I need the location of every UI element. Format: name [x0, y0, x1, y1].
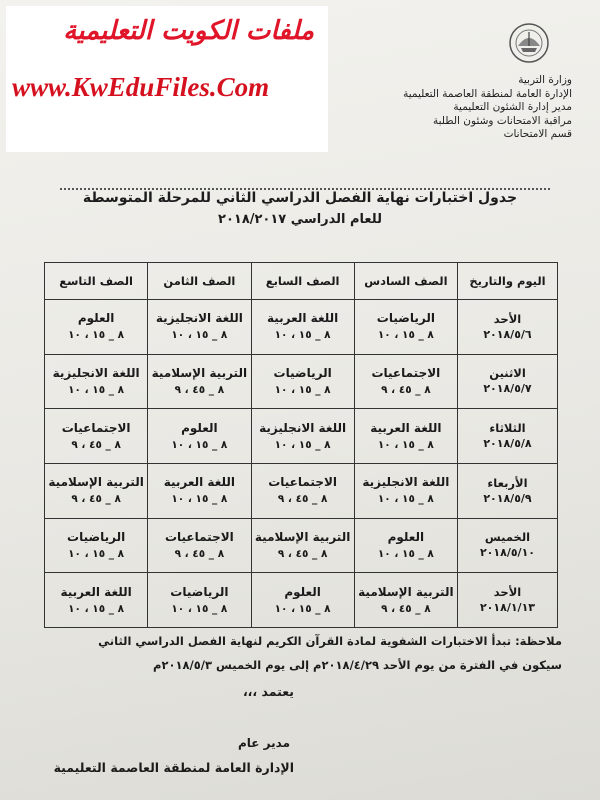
- exam-cell: [148, 573, 251, 628]
- note-line-2: سيكون في الفترة من يوم الأحد ٢٠١٨/٤/٢٩م إلى يوم الخميس ٢٠١٨/٥/٣م: [153, 658, 562, 672]
- header-grade-8: الصف الثامن: [148, 263, 251, 300]
- day-date-cell: [458, 518, 558, 573]
- subject-name: العلوم: [181, 420, 218, 435]
- subject-name: العلوم: [77, 311, 115, 326]
- exam-cell: [45, 518, 148, 573]
- ministry-line: مدير إدارة الشئون التعليمية: [453, 101, 572, 113]
- exam-time: ٨ _ ٤٥ ، ٩: [174, 383, 225, 396]
- schedule-title: جدول اختبارات نهاية الفصل الدراسي الثاني للمرحلة المتوسطة: [82, 190, 518, 206]
- subject-name: العلوم: [387, 529, 425, 544]
- exam-cell: [251, 409, 354, 464]
- approval-text: يعتمد ،،،: [242, 684, 294, 699]
- table-row: [45, 573, 558, 628]
- exam-time: ٨ _ ١٥ ، ١٠: [171, 329, 228, 342]
- subject-name: اللغة الانجليزية: [155, 311, 243, 326]
- subject-name: التربية الإسلامية: [48, 475, 144, 490]
- signature-title: مدير عام: [237, 736, 290, 750]
- exam-time: ٨ _ ٤٥ ، ٩: [71, 438, 121, 451]
- day-name: الاثنين: [489, 366, 526, 381]
- subject-name: الرياضيات: [170, 584, 229, 599]
- exam-time: ٨ _ ٤٥ ، ٩: [71, 493, 121, 506]
- exam-time: ٨ _ ١٥ ، ١٠: [68, 602, 125, 615]
- table-header-row: [45, 263, 558, 300]
- exam-cell: [148, 463, 251, 518]
- exam-time: ٨ _ ١٥ ، ١٠: [274, 602, 331, 615]
- exam-time: ٨ _ ١٥ ، ١٠: [171, 438, 228, 451]
- exam-cell: [251, 300, 354, 355]
- exam-time: ٨ _ ١٥ ، ١٠: [377, 493, 434, 506]
- watermark-arabic-text: ملفات الكويت التعليمية: [63, 16, 314, 46]
- exam-cell: [251, 354, 354, 409]
- exam-time: ٨ _ ٤٥ ، ٩: [381, 383, 431, 396]
- note-line-1: ملاحظة: تبدأ الاختبارات الشفوية لمادة القرآن الكريم لنهاية الفصل الدراسي الثاني: [98, 634, 562, 648]
- subject-name: الاجتماعيات: [164, 529, 234, 544]
- exam-time: ٨ _ ١٥ ، ١٠: [377, 547, 434, 560]
- subject-name: التربية الإسلامية: [358, 584, 454, 599]
- subject-name: اللغة الانجليزية: [52, 365, 140, 380]
- day-date-cell: [458, 463, 558, 518]
- exam-cell: [45, 409, 148, 464]
- exam-time: ٨ _ ٤٥ ، ٩: [381, 602, 431, 615]
- exam-time: ٨ _ ١٥ ، ١٠: [274, 438, 331, 451]
- exam-cell: [354, 409, 457, 464]
- day-name: الثلاثاء: [489, 421, 526, 436]
- ministry-line: مراقبة الامتحانات وشئون الطلبة: [432, 114, 572, 127]
- table-row: [45, 354, 558, 409]
- school-year-subtitle: للعام الدراسي ٢٠١٨/٢٠١٧: [218, 212, 382, 227]
- exam-cell: [354, 518, 457, 573]
- subject-name: التربية الإسلامية: [151, 365, 248, 380]
- header-grade-9: الصف التاسع: [45, 263, 148, 300]
- day-name: الأربعاء: [487, 475, 528, 490]
- subject-name: اللغة الانجليزية: [259, 420, 347, 435]
- exam-date: ٢٠١٨/٥/٩: [483, 491, 532, 505]
- subject-name: اللغة العربية: [163, 475, 236, 490]
- exam-cell: [148, 518, 251, 573]
- exam-cell: [251, 463, 354, 518]
- exam-time: ٨ _ ٤٥ ، ٩: [277, 547, 328, 560]
- exam-time: ٨ _ ١٥ ، ١٠: [274, 329, 331, 342]
- ministry-line: الإدارة العامة لمنطقة العاصمة التعليمية: [403, 87, 572, 100]
- exam-date: ٢٠١٨/٥/٧: [483, 382, 532, 396]
- header-grade-7: الصف السابع: [251, 263, 354, 300]
- subject-name: اللغة العربية: [266, 311, 339, 326]
- subject-name: الرياضيات: [67, 529, 126, 544]
- exam-time: ٨ _ ١٥ ، ١٠: [68, 329, 125, 342]
- watermark-url: www.KwEduFiles.Com: [12, 72, 270, 102]
- exam-cell: [148, 354, 251, 409]
- day-date-cell: [458, 573, 558, 628]
- ministry-header: [332, 74, 572, 142]
- exam-time: ٨ _ ٤٥ ، ٩: [174, 547, 225, 560]
- exam-time: ٨ _ ١٥ ، ١٠: [68, 383, 125, 396]
- table-row: [45, 300, 558, 355]
- exam-time: ٨ _ ٤٥ ، ٩: [277, 493, 328, 506]
- exam-cell: [148, 300, 251, 355]
- day-date-cell: [458, 300, 558, 355]
- exam-time: ٨ _ ١٥ ، ١٠: [377, 329, 434, 342]
- subject-name: التربية الإسلامية: [254, 529, 351, 544]
- watermark-box: [6, 6, 328, 152]
- exam-cell: [354, 573, 457, 628]
- exam-cell: [354, 463, 457, 518]
- exam-time: ٨ _ ١٥ ، ١٠: [171, 602, 228, 615]
- exam-date: ٢٠١٨/٥/٦: [483, 327, 532, 341]
- exam-time: ٨ _ ١٥ ، ١٠: [68, 547, 125, 560]
- subject-name: الاجتماعيات: [371, 365, 441, 380]
- subject-name: الاجتماعيات: [61, 420, 131, 435]
- exam-cell: [251, 573, 354, 628]
- exam-cell: [354, 354, 457, 409]
- exam-time: ٨ _ ١٥ ، ١٠: [274, 383, 331, 396]
- signature-organization: الإدارة العامة لمنطقة العاصمة التعليمية: [53, 760, 294, 775]
- header-day-date: اليوم والتاريخ: [458, 263, 558, 300]
- subject-name: اللغة العربية: [60, 584, 132, 599]
- exam-time: ٨ _ ١٥ ، ١٠: [377, 438, 434, 451]
- ministry-line: قسم الامتحانات: [503, 128, 572, 140]
- day-name: الأحد: [493, 311, 522, 326]
- subject-name: الرياضيات: [273, 365, 332, 380]
- exam-cell: [45, 300, 148, 355]
- subject-name: العلوم: [284, 584, 321, 599]
- exam-date: ٢٠١٨/٥/١٠: [479, 546, 536, 560]
- ministry-line: وزارة التربية: [518, 74, 572, 86]
- exam-cell: [45, 463, 148, 518]
- header-grade-6: الصف السادس: [354, 263, 457, 300]
- day-date-cell: [458, 354, 558, 409]
- exam-date: ٢٠١٨/٥/٨: [483, 437, 532, 451]
- exam-cell: [251, 518, 354, 573]
- subject-name: اللغة الانجليزية: [362, 475, 450, 490]
- subject-name: الرياضيات: [376, 311, 435, 326]
- exam-date: ٢٠١٨/١/١٣: [479, 601, 536, 615]
- table-row: [45, 463, 558, 518]
- exam-cell: [148, 409, 251, 464]
- exam-cell: [45, 573, 148, 628]
- subject-name: اللغة العربية: [370, 420, 442, 435]
- exam-cell: [45, 354, 148, 409]
- exam-cell: [354, 300, 457, 355]
- table-row: [45, 409, 558, 464]
- table-row: [45, 518, 558, 573]
- exam-time: ٨ _ ١٥ ، ١٠: [171, 493, 228, 506]
- day-date-cell: [458, 409, 558, 464]
- exam-schedule-table: [44, 262, 558, 628]
- day-name: الأحد: [493, 585, 522, 600]
- day-name: الخميس: [484, 530, 531, 545]
- kuwait-emblem-icon: [508, 22, 550, 64]
- subject-name: الاجتماعيات: [268, 475, 338, 490]
